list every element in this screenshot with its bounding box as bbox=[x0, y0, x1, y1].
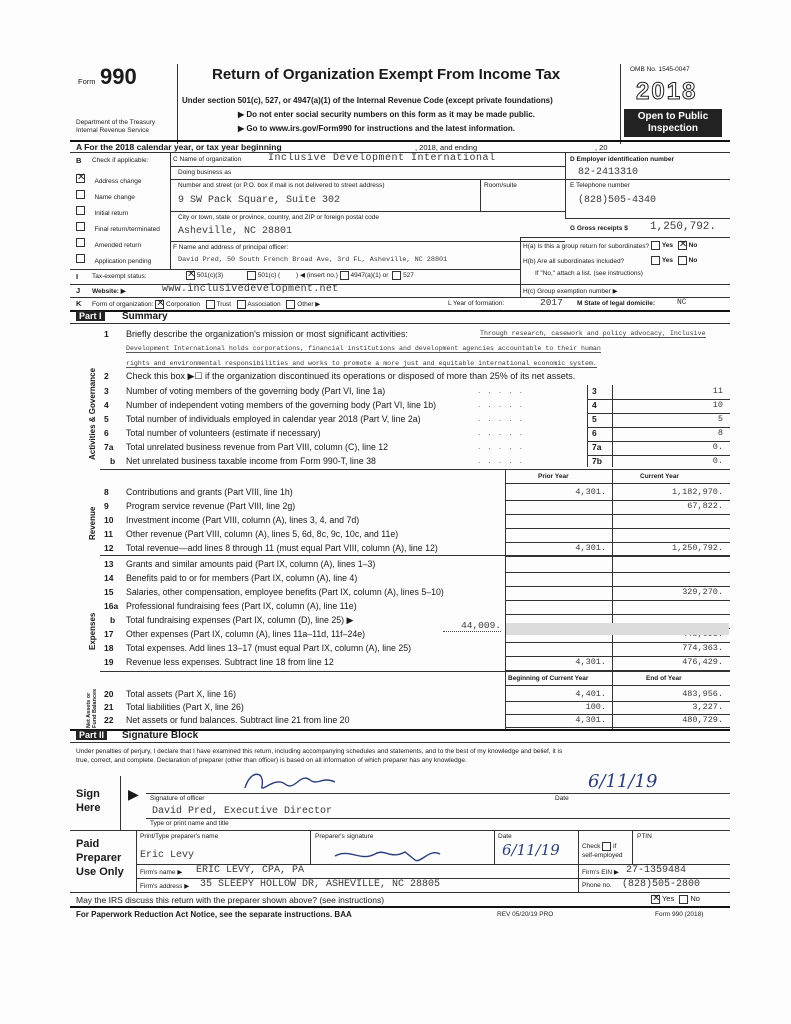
gov-line-leader: . . . . . bbox=[478, 386, 526, 395]
amended-return-label: Amended return bbox=[94, 242, 142, 249]
final-return-label: Final return/terminated bbox=[94, 226, 160, 233]
line-k-label: K bbox=[76, 299, 82, 308]
gov-line-box: 6 bbox=[592, 428, 597, 438]
col-prior-year: Prior Year bbox=[538, 473, 569, 480]
ein-label: D Employer identification number bbox=[570, 156, 675, 163]
net-begin-value[interactable]: 4,401. bbox=[575, 689, 606, 699]
subordinates-label: H(b) Are all subordinates included? bbox=[523, 258, 625, 265]
officer-name-field[interactable]: David Pred, Executive Director bbox=[152, 806, 333, 817]
tax-exempt-options bbox=[186, 271, 414, 280]
phone-field[interactable]: (828)505-4340 bbox=[578, 195, 657, 206]
expense-line-label: Other expenses (Part IX, column (A), lines 11a–11d, 11f–24e) bbox=[126, 629, 366, 639]
gov-line-no: 4 bbox=[104, 400, 109, 410]
firm-phone-field[interactable]: (828)505-2800 bbox=[622, 879, 701, 890]
group-exemption-label: H(c) Group exemption number ▶ bbox=[523, 288, 618, 295]
gov-line-box: 7b bbox=[592, 456, 602, 466]
gov-line-value[interactable]: 10 bbox=[712, 400, 723, 410]
col-beginning-year: Beginning of Current Year bbox=[508, 675, 589, 682]
year-formation-field[interactable]: 2017 bbox=[540, 297, 563, 308]
form-subtitle: Under section 501(c), 527, or 4947(a)(1) of the Internal Revenue Code (except private foundations) bbox=[182, 96, 553, 105]
net-line-rule bbox=[505, 727, 730, 728]
revenue-line-label: Investment income (Part VIII, column (A), lines 3, 4, and 7d) bbox=[126, 515, 360, 525]
status-501c-label: 501(c) ( bbox=[257, 272, 281, 280]
expense-line-no: 15 bbox=[104, 587, 114, 597]
org-name-field[interactable]: Inclusive Development International bbox=[268, 153, 496, 164]
application-pending-label: Application pending bbox=[94, 258, 152, 265]
status-501c-checkbox[interactable] bbox=[247, 271, 256, 280]
gov-line-value[interactable]: 8 bbox=[717, 428, 723, 438]
gov-line-label: Total unrelated business revenue from Part VIII, column (C), line 12 bbox=[126, 442, 389, 452]
net-line-label: Total assets (Part X, line 16) bbox=[126, 689, 237, 699]
self-employed-checkbox[interactable] bbox=[602, 842, 611, 851]
revenue-line-label: Contributions and grants (Part VIII, line 1h) bbox=[126, 487, 293, 497]
type-name-label: Type or print name and title bbox=[150, 820, 229, 827]
firm-address-label: Firm's address ▶ bbox=[140, 883, 190, 890]
gov-line-label: Total number of volunteers (estimate if necessary) bbox=[126, 428, 321, 438]
sign-label: Sign bbox=[76, 788, 100, 800]
part1-title: Summary bbox=[122, 311, 168, 322]
group-return-yes-checkbox[interactable] bbox=[651, 241, 660, 250]
mission-line-3[interactable]: rights and environmental responsibilities and works to promote a more just and equitable international economic system. bbox=[126, 360, 597, 367]
gov-line-value[interactable]: 0. bbox=[712, 442, 723, 452]
state-domicile-label: M State of legal domicile: bbox=[577, 300, 656, 307]
gov-line-no: b bbox=[110, 456, 116, 466]
revenue-prior-value[interactable]: 4,301. bbox=[575, 487, 606, 497]
firm-ein-label: Firm's EIN ▶ bbox=[582, 869, 619, 876]
street-field[interactable]: 9 SW Pack Square, Suite 302 bbox=[178, 195, 341, 206]
expense-line-label: Revenue less expenses. Subtract line 18 from line 12 bbox=[126, 657, 334, 667]
address-change-checkbox[interactable] bbox=[76, 174, 85, 183]
side-label-activities: Activities & Governance bbox=[88, 367, 97, 460]
group-return-no-checkbox[interactable] bbox=[678, 241, 687, 250]
prep-signature-label: Preparer's signature bbox=[315, 833, 374, 840]
gov-line-value[interactable]: 11 bbox=[712, 386, 723, 396]
line-j-label: J bbox=[76, 286, 81, 295]
principal-officer-field[interactable]: David Pred, 50 South French Broad Ave, 3rd FL, Asheville, NC 28801 bbox=[178, 256, 448, 264]
gov-line-leader: . . . . . bbox=[478, 456, 526, 465]
org-name-label: C Name of organization bbox=[173, 156, 242, 163]
prep-date-label: Date bbox=[498, 833, 512, 840]
status-4947-label: 4947(a)(1) or bbox=[350, 272, 389, 280]
sign-date-field[interactable]: 6/11/19 bbox=[588, 771, 658, 792]
net-line-label: Total liabilities (Part X, line 26) bbox=[126, 702, 244, 712]
discuss-options bbox=[651, 894, 700, 904]
expense-line-no: b bbox=[110, 615, 116, 625]
net-end-value[interactable]: 480,729. bbox=[682, 715, 723, 725]
gov-line-leader: . . . . . bbox=[478, 400, 526, 409]
gov-line-no: 3 bbox=[104, 386, 109, 396]
expense-line-label: Grants and similar amounts paid (Part IX, column (A), lines 1–3) bbox=[126, 559, 376, 569]
tax-year: 2018 bbox=[636, 78, 698, 105]
mission-line-2[interactable]: Development International holds corporations, financial institutions and development agencies accountable to their human bbox=[126, 345, 601, 352]
line-a-ending: , 2018, and ending bbox=[415, 143, 478, 152]
line1-label: Briefly describe the organization's mission or most significant activities: bbox=[126, 329, 408, 339]
footer-form-number: Form 990 (2018) bbox=[655, 911, 704, 918]
city-field[interactable]: Asheville, NC 28801 bbox=[178, 226, 293, 237]
col-end-year: End of Year bbox=[646, 675, 682, 682]
net-end-value[interactable]: 483,956. bbox=[682, 689, 723, 699]
revenue-line-no: 8 bbox=[104, 487, 109, 497]
expense-line-label: Professional fundraising fees (Part IX, column (A), line 11e) bbox=[126, 601, 357, 611]
subordinates-yes-checkbox[interactable] bbox=[651, 256, 660, 265]
part2-badge: Part II bbox=[76, 730, 107, 740]
trust-checkbox[interactable] bbox=[206, 300, 215, 309]
line-i-label: I bbox=[76, 272, 79, 281]
association-checkbox[interactable] bbox=[237, 300, 246, 309]
if-label: if bbox=[613, 843, 617, 851]
self-employed-check bbox=[582, 842, 616, 851]
expense-current-value[interactable]: 329,270. bbox=[682, 587, 723, 597]
line1-no: 1 bbox=[104, 329, 109, 339]
ptin-label: PTIN bbox=[637, 833, 652, 840]
revenue-line-rule bbox=[505, 528, 730, 529]
officer-signature-image bbox=[240, 766, 360, 796]
subordinates-no-checkbox[interactable] bbox=[678, 256, 687, 265]
corporation-checkbox[interactable] bbox=[155, 300, 164, 309]
subordinates-options bbox=[651, 256, 697, 265]
firm-address-field[interactable]: 35 SLEEPY HOLLOW DR, ASHEVILLE, NC 28805 bbox=[200, 879, 441, 890]
penalty-text-1: Under penalties of perjury, I declare that I have examined this return, including accompanying schedules and statements, and to the best of my knowledge and belief, it is bbox=[76, 748, 563, 755]
status-527-label: 527 bbox=[403, 272, 414, 280]
open-to-public-badge: Open to Public Inspection bbox=[624, 109, 722, 137]
net-line-no: 22 bbox=[104, 715, 114, 725]
footer-paperwork: For Paperwork Reduction Act Notice, see the separate instructions. BAA bbox=[76, 910, 352, 919]
self-employed-label: self-employed bbox=[582, 852, 623, 859]
group-return-no-label: No bbox=[688, 242, 698, 250]
check-label: Check bbox=[582, 843, 601, 851]
status-4947-checkbox[interactable] bbox=[340, 271, 349, 280]
revenue-line-label: Other revenue (Part VIII, column (A), lines 5, 6d, 8c, 9c, 10c, and 11e) bbox=[126, 529, 399, 539]
revenue-current-value[interactable]: 1,182,970. bbox=[671, 487, 723, 497]
prep-name-field[interactable]: Eric Levy bbox=[140, 850, 195, 861]
line-a-label: A For the 2018 calendar year, or tax year beginning bbox=[76, 142, 282, 152]
gov-line-leader: . . . . . bbox=[478, 442, 526, 451]
penalty-text-2: true, correct, and complete. Declaration of preparer (other than officer) is based on all information of which preparer has any knowledge. bbox=[76, 757, 467, 764]
discuss-yes-checkbox[interactable] bbox=[651, 895, 660, 904]
room-suite-label: Room/suite bbox=[484, 182, 517, 189]
net-begin-value[interactable]: 4,301. bbox=[575, 715, 606, 725]
omb-number: OMB No. 1545-0047 bbox=[630, 66, 690, 73]
group-return-yes-label: Yes bbox=[661, 242, 674, 250]
here-label: Here bbox=[76, 802, 101, 814]
year-formation-label: L Year of formation: bbox=[448, 300, 505, 307]
state-domicile-field[interactable]: NC bbox=[677, 298, 687, 307]
expense-line-label: Salaries, other compensation, employee benefits (Part IX, column (A), lines 5–10) bbox=[126, 587, 444, 597]
association-label: Association bbox=[247, 301, 281, 309]
sign-date-label: Date bbox=[555, 795, 569, 802]
discuss-yes-label: Yes bbox=[661, 894, 675, 903]
form-number: 990 bbox=[100, 64, 137, 89]
initial-return-checkbox[interactable] bbox=[76, 206, 85, 215]
website-label: Website: ▶ bbox=[92, 288, 126, 295]
subordinates-note: If "No," attach a list. (see instructions) bbox=[535, 270, 643, 277]
preparer-label: Preparer bbox=[76, 852, 122, 864]
subordinates-yes-label: Yes bbox=[661, 257, 674, 265]
other-org-checkbox[interactable] bbox=[286, 300, 295, 309]
line-b-label: B bbox=[76, 156, 82, 165]
paid-label: Paid bbox=[76, 838, 100, 850]
other-org-label: Other ▶ bbox=[297, 301, 321, 309]
form-of-org-label: Form of organization: bbox=[92, 301, 154, 309]
phone-label: E Telephone number bbox=[570, 182, 630, 189]
line2-no: 2 bbox=[104, 371, 109, 381]
expense-line-no: 14 bbox=[104, 573, 114, 583]
dba-label: Doing business as bbox=[178, 169, 232, 176]
revenue-line-no: 9 bbox=[104, 501, 109, 511]
corporation-label: Corporation bbox=[166, 301, 201, 309]
expense-line-no: 13 bbox=[104, 559, 114, 569]
application-pending-checkbox[interactable] bbox=[76, 254, 85, 263]
city-label: City or town, state or province, country, and ZIP or foreign postal code bbox=[178, 214, 379, 221]
discuss-question: May the IRS discuss this return with the preparer shown above? (see instructions) bbox=[76, 895, 385, 905]
expense-line-label: Benefits paid to or for members (Part IX, column (A), line 4) bbox=[126, 573, 358, 583]
form-title: Return of Organization Exempt From Income Tax bbox=[212, 66, 561, 83]
firm-ein-field[interactable]: 27-1359484 bbox=[626, 865, 687, 876]
net-end-value[interactable]: 3,227. bbox=[692, 702, 723, 712]
address-change-label: Address change bbox=[94, 178, 142, 185]
line16b-shade bbox=[506, 623, 729, 635]
initial-return-label: Initial return bbox=[94, 210, 129, 217]
prep-name-label: Print/Type preparer's name bbox=[140, 833, 219, 840]
gov-line-leader: . . . . . bbox=[478, 428, 526, 437]
expense-current-value[interactable]: 476,429. bbox=[682, 657, 723, 667]
revenue-line-label: Total revenue—add lines 8 through 11 (must equal Part VIII, column (A), line 12) bbox=[126, 543, 438, 553]
gov-line-label: Net unrelated business taxable income from Form 990-T, line 38 bbox=[126, 456, 376, 466]
part2-title: Signature Block bbox=[122, 730, 199, 741]
application-pending-item bbox=[76, 250, 151, 268]
side-label-revenue: Revenue bbox=[88, 506, 97, 540]
net-line-no: 21 bbox=[104, 702, 114, 712]
line2-label: Check this box ▶☐ if the organization discontinued its operations or disposed of more than 25% of its net assets. bbox=[126, 371, 576, 381]
amended-return-checkbox[interactable] bbox=[76, 238, 85, 247]
revenue-line-no: 11 bbox=[104, 529, 113, 539]
gov-line-leader: . . . . . bbox=[478, 414, 526, 423]
net-begin-value[interactable]: 100. bbox=[585, 702, 606, 712]
status-527-checkbox[interactable] bbox=[392, 271, 401, 280]
gov-line-no: 6 bbox=[104, 428, 109, 438]
expense-current-value[interactable]: 774,363. bbox=[682, 643, 723, 653]
ssn-note: ▶ Do not enter social security numbers on this form as it may be made public. bbox=[238, 110, 535, 119]
firm-phone-label: Phone no. bbox=[582, 882, 612, 889]
subordinates-no-label: No bbox=[688, 257, 698, 265]
final-return-checkbox[interactable] bbox=[76, 222, 85, 231]
status-501c3-checkbox[interactable] bbox=[186, 271, 195, 280]
dept-treasury: Department of the Treasury Internal Revenue Service bbox=[76, 119, 156, 134]
expense-line-rule bbox=[505, 614, 730, 615]
expense-prior-value[interactable]: 4,301. bbox=[575, 657, 606, 667]
gross-receipts-field[interactable]: 1,250,792. bbox=[650, 221, 717, 233]
gov-line-label: Number of independent voting members of the governing body (Part VI, line 1b) bbox=[126, 400, 437, 410]
net-line-no: 20 bbox=[104, 689, 114, 699]
street-label: Number and street (or P.O. box if mail is not delivered to street address) bbox=[178, 182, 385, 189]
firm-name-field[interactable]: ERIC LEVY, CPA, PA bbox=[196, 865, 305, 876]
revenue-prior-value[interactable]: 4,301. bbox=[575, 543, 606, 553]
expense-line-no: 18 bbox=[104, 643, 114, 653]
sign-arrow-icon: ▶ bbox=[128, 786, 139, 802]
gov-line-box: 3 bbox=[592, 386, 597, 396]
use-only-label: Use Only bbox=[76, 866, 124, 878]
side-label-expenses: Expenses bbox=[88, 612, 97, 650]
firm-name-label: Firm's name ▶ bbox=[140, 869, 183, 876]
group-return-options bbox=[651, 241, 697, 250]
col-current-year: Current Year bbox=[640, 473, 679, 480]
expense-line-no: 19 bbox=[104, 657, 114, 667]
revenue-current-value[interactable]: 1,250,792. bbox=[671, 543, 723, 553]
form-word: Form bbox=[78, 77, 96, 86]
gov-line-value[interactable]: 5 bbox=[717, 414, 723, 424]
gov-line-no: 5 bbox=[104, 414, 109, 424]
line16b-amount[interactable]: 44,009. bbox=[443, 620, 501, 632]
side-label-net-assets: Net Assets or Fund Balances bbox=[86, 688, 98, 728]
expense-line-rule bbox=[505, 572, 730, 573]
line-a-year: , 20 bbox=[595, 143, 608, 152]
mission-line-1[interactable]: Through research, casework and policy advocacy, Inclusive bbox=[480, 330, 706, 337]
net-line-label: Net assets or fund balances. Subtract line 21 from line 20 bbox=[126, 715, 350, 725]
expense-line-label: Total fundraising expenses (Part IX, column (D), line 25) ▶ bbox=[126, 615, 354, 625]
gov-line-no: 7a bbox=[104, 442, 114, 452]
gov-line-box: 5 bbox=[592, 414, 597, 424]
expense-line-no: 16a bbox=[104, 601, 119, 611]
name-change-checkbox[interactable] bbox=[76, 190, 85, 199]
discuss-no-checkbox[interactable] bbox=[679, 895, 688, 904]
form-of-org bbox=[92, 300, 320, 309]
revenue-line-no: 12 bbox=[104, 543, 114, 553]
expense-line-rule bbox=[505, 600, 730, 601]
revenue-current-value[interactable]: 67,822. bbox=[687, 501, 723, 511]
expense-line-no: 17 bbox=[104, 629, 114, 639]
principal-officer-label: F Name and address of principal officer: bbox=[173, 244, 289, 251]
trust-label: Trust bbox=[216, 301, 232, 309]
instructions-note: ▶ Go to www.irs.gov/Form990 for instructions and the latest information. bbox=[238, 124, 515, 133]
discuss-no-label: No bbox=[690, 894, 700, 903]
prep-date-field[interactable]: 6/11/19 bbox=[502, 841, 560, 859]
ein-field[interactable]: 82-2413310 bbox=[578, 167, 639, 178]
tax-exempt-status-label: Tax-exempt status: bbox=[92, 273, 147, 280]
part1-badge: Part I bbox=[76, 311, 105, 321]
gov-line-label: Total number of individuals employed in calendar year 2018 (Part V, line 2a) bbox=[126, 414, 421, 424]
revenue-line-no: 10 bbox=[104, 515, 114, 525]
gross-receipts-label: G Gross receipts $ bbox=[570, 225, 628, 232]
name-change-label: Name change bbox=[94, 194, 135, 201]
footer-rev: REV 05/20/19 PRO bbox=[497, 911, 554, 918]
status-501c3-label: 501(c)(3) bbox=[196, 272, 224, 280]
gov-line-value[interactable]: 0. bbox=[712, 456, 723, 466]
sig-officer-label: Signature of officer bbox=[150, 795, 205, 802]
expense-line-label: Total expenses. Add lines 13–17 (must equal Part IX, column (A), line 25) bbox=[126, 643, 412, 653]
check-applicable: Check if applicable: bbox=[92, 157, 149, 164]
status-insert-no-label: ) ◀ (insert no.) bbox=[296, 272, 338, 280]
gov-line-box: 4 bbox=[592, 400, 597, 410]
group-return-label: H(a) Is this a group return for subordinates? bbox=[523, 243, 650, 250]
revenue-line-label: Program service revenue (Part VIII, line 2g) bbox=[126, 501, 296, 511]
gov-line-box: 7a bbox=[592, 442, 602, 452]
revenue-line-rule bbox=[505, 556, 730, 557]
website-field[interactable]: www.inclusivedevelopment.net bbox=[162, 284, 339, 295]
revenue-line-rule bbox=[505, 514, 730, 515]
gov-line-label: Number of voting members of the governing body (Part VI, line 1a) bbox=[126, 386, 386, 396]
